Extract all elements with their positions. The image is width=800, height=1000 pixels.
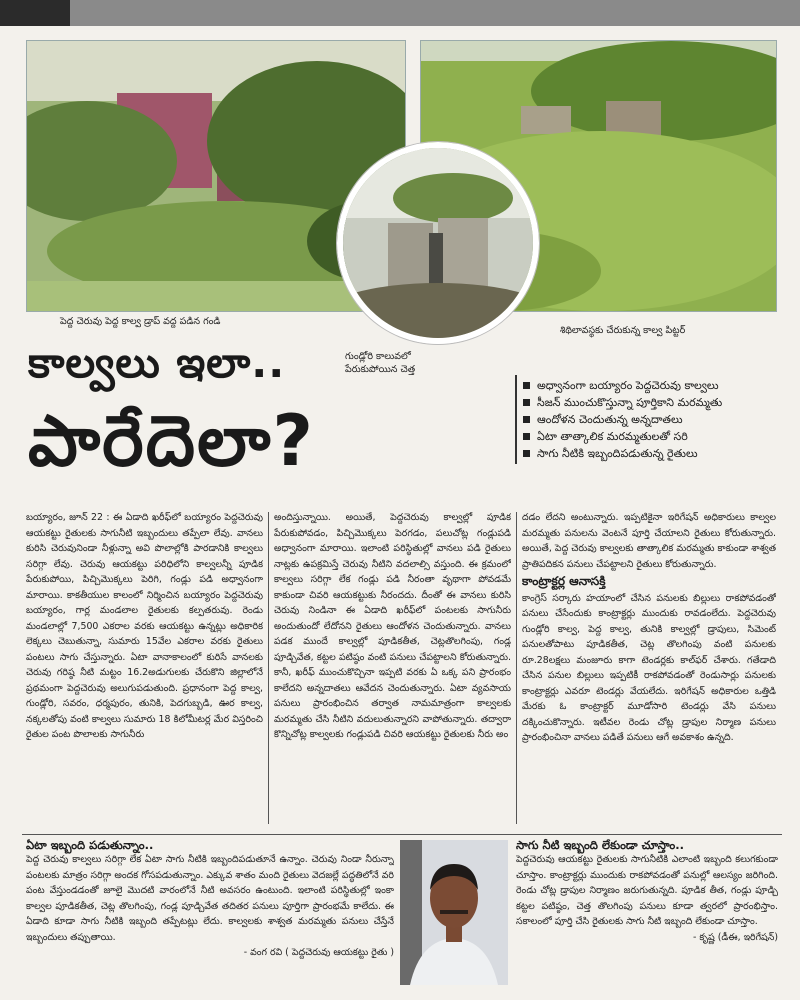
top-tab: [0, 0, 70, 26]
bullet-square-icon: [523, 433, 530, 440]
portrait-farmer: [400, 840, 508, 985]
photo-circle-canal-debris: [337, 142, 539, 344]
column-divider: [516, 512, 517, 824]
quote-right-text: పెద్దచెరువు ఆయకట్టు రైతులకు సాగునీటికి ఎలాంటి ఇబ్బంది కలుగకుండా చూస్తాం. కాంట్రాక్టర్లు ముందుకు రాకపోవడంతో పనుల్లో ఆలస్యం జరిగింది. రెండు చోట్ల డ్రాపుల నిర్మాణం జరుగుతున్నది. పూడిక తీత, గండ్లు పూడ్చి కట్టల పటిష్ఠం, చెత్త తొలగింపు పనులు కూడా త్వరలో ప్రారంభిస్తాం. సకాలంలో పూర్తి చేసి రైతులకు సాగు నీటి ఇబ్బంది లేకుండా చూస్తాం.: [516, 854, 778, 927]
quote-left-attribution: - వంగ రవి ( పెద్దచెరువు ఆయకట్టు రైతు ): [243, 947, 394, 958]
top-bar: [0, 0, 800, 26]
subhead-contractors: కాంట్రాక్టర్ల ఆనాసక్తి: [522, 574, 606, 588]
quote-right-box: [516, 838, 778, 988]
caption-left: పెద్ద చెరువు పెద్ద కాల్వ డ్రాప్ వద్ద పడిన గండి: [60, 316, 221, 327]
headline-line1: కాల్వలు ఇలా..: [28, 338, 286, 387]
article-text-col3b: కాంగ్రెస్ సర్కారు హయాంలో చేసిన పనులకు బిల్లులు రాకపోవడంతో పనులు చేసేందుకు కాంట్రాక్టర్లు ముందుకు రావడంలేదు. పెద్దచెరువు గుండ్లోరి కాల్వ, పెద్ద కాల్వ, తునికి కాల్వల్లో డ్రాపులు, సిమెంట్ పనులతోపాటు పూడికతీత, చెట్ల తొలగింపు వంటి పనులకు రూ.28లక్షలు మంజూరు కాగా టెండర్లకు కాల్‌ఫర్ చేశారు. గతేడాది చేసిన పనుల బిల్లులు ఇప్పటికీ రాకపోవడంతో రెండుసార్లు పనులకు కాంట్రాక్టర్లు ఎవరూ టెండర్లు వేయలేదు. ఇరిగేషన్ అధికారుల ఒత్తిడి మేరకు ఓ కాంట్రాక్టర్ మూడోసారి టెండర్లు వేసి పనులు దక్కించుకొన్నారు. ఇటీవల రెండు చోట్ల డ్రాపుల నిర్మాణ పనులు ప్రారంభించినా వానలు పడితే పనులు ఆగే అవకాశం ఉన్నది.: [522, 592, 776, 743]
caption-circle: గుండ్లోరి కాలువలో పేరుకుపోయిన చెత్త: [345, 351, 416, 375]
article-column-3: [522, 510, 776, 826]
section-divider: [22, 834, 782, 835]
bullet-square-icon: [523, 450, 530, 457]
article-text-col1: బయ్యారం, జూన్ 22 : ఈ ఏడాది ఖరీఫ్‌లో బయ్యారం పెద్దచెరువు ఆయకట్టు రైతులకు సాగునీటి ఇబ్బందులు తప్పేలా లేవు. వానలు కురిసి చెరువునిండా నీళ్లున్నా అవి పొలాల్లోకి పారడానికి కాల్వలు సరిగ్గా లేవు. చెరువు ఆయకట్టు పరిధిలోని కాల్వలన్నీ పూడిక పేరుకుపోయి, పిచ్చిమొక్కలు పెరిగి, గండ్లు పడి అధ్వానంగా మారాయి. కాకతీయుల కాలంలో నిర్మించిన బయ్యారం పెద్దచెరువు బయ్యారం, గార్ల మండలాల రైతులకు కల్పతరువు. రెండు మండలాల్లో 7,500 ఎకరాల వరకు ఆయకట్టు ఉన్నట్లు అధికారిక లెక్కలు చెబుతున్నా, సుమారు 15వేల ఎకరాల వరకు రైతులు పంటలు సాగు చేస్తున్నారు. ఏటా వానాకాలంలో కురిసే వానలకు చెరువు గరిష్ఠ నీటి మట్టం 16.2అడుగులకు చేరుకొని జిల్లాలోనే ప్రథమంగా పెద్దచెరువు అలుగుపడుతుంది. ప్రధానంగా పెద్ద కాల్వ, గుండ్లోరి, సవరం, ధర్మపురం, తునికి, పెదగుబ్బడి, ఊర కాల్వ, నక్కలతోపు వంటి కాల్వలు సుమారు 18 కిలోమీటర్ల మేర విస్తరించి రైతుల పంట పొలాలకు సాగునీరు: [26, 512, 263, 740]
quote-right-attribution: - కృష్ణ (డీఈ, ఇరిగేషన్): [693, 931, 778, 943]
article-column-1: [26, 510, 263, 826]
highlight-item: అధ్వానంగా బయ్యారం పెద్దచెరువు కాల్వలు: [523, 379, 795, 392]
highlight-item: ఏటా తాత్కాలిక మరమ్మతులతో సరి: [523, 430, 795, 443]
highlight-item: సీజన్ ముంచుకొస్తున్నా పూర్తికాని మరమ్మతు: [523, 396, 795, 409]
column-divider: [268, 512, 269, 824]
highlight-item: సాగు నీటికి ఇబ్బందిపడుతున్న రైతులు: [523, 447, 795, 460]
headline-line2: పారేదెలా?: [28, 400, 315, 482]
highlights-list: [515, 375, 795, 464]
quote-left-text: పెద్ద చెరువు కాల్వలు సరిగ్గా లేక ఏటా సాగు నీటికి ఇబ్బందిపడుతూనే ఉన్నాం. చెరువు నిండా నీరున్నా పంటలకు మాత్రం సరిగ్గా అందక గోసపడుతున్నాం. ఎక్కువ శాతం మంది రైతులు వెదజల్లే పద్ధతిలోనే వరి పంట వేస్తుండడంతో జూలై మొదటి వారంలోనే నీటి అవసరం ఉంటుంది. ఇలాంటి పరిస్థితుల్లో ఇంకా కాల్వల పూడికతీత, చెట్ల తొలగింపు, గండ్ల పూడ్చివేత తదితర పనులు పూర్తిగా ప్రారంభమే కాలేదు. ఈ ఏడాది కూడా సాగు నీటికి ఇబ్బంది తప్పేటట్లు లేదు. కాల్వలకు శాశ్వత మరమ్మతు పనులు చేస్తేనే ఇబ్బందులు తప్పుతాయి.: [26, 854, 394, 943]
quote-left-heading: ఏటా ఇబ్బంది పడుతున్నాం..: [26, 838, 154, 852]
article-text-col3a: దడం లేదని అంటున్నారు. ఇప్పటికైనా ఇరిగేషన్ అధికారులు కాల్వల మరమ్మతు పనులను వెంటనే పూర్తి చేయాలని రైతులు కోరుతున్నారు. అయితే, పెద్ద చెరువు కాల్వలకు తాత్కాలిక మరమ్మతు కాకుండా శాశ్వత ప్రాతిపదికన పనులు చేపట్టాలని రైతులు కోరుతున్నారు.: [522, 512, 776, 570]
caption-right: శిథిలావస్థకు చేరుకున్న కాల్వ పిట్టర్: [560, 325, 686, 336]
quote-right-heading: సాగు నీటి ఇబ్బంది లేకుండా చూస్తాం..: [516, 838, 684, 852]
bullet-square-icon: [523, 382, 530, 389]
article-text-col2: అందిస్తున్నాయి. అయితే, పెద్దచెరువు కాల్వల్లో పూడిక పేరుకుపోవడం, పిచ్చిమొక్కలు పెరగడం, పలుచోట్ల గండ్లుపడి అధ్వానంగా మారాయి. ఇలాంటి పరిస్థితుల్లో వానలు పడి రైతులు నాట్లకు ఉపక్రమిస్తే చెరువు నీటిని వదలాల్సి వస్తుంది. ఈ క్రమంలో కాల్వలు సరిగ్గా లేక గండ్లు పడి నీరంతా వృథాగా పోవడమే కాకుండా చివరి ఆయకట్టుకు నీరందదు. దీంతో ఈ వానలు కురిసి చెరువు నిండినా ఈ ఏడాది ఖరీఫ్‌లో పంటలకు సాగునీరు అందుతుందో లేదోనని రైతులు ఆందోళన చెందుతున్నారు. వానలు పడక ముందే కాల్వల్లో పూడికతీత, చెట్లతొలగింపు, గండ్ల పూడ్చివేత, కట్టల పటిష్ఠం వంటి పనులు చేపట్టాలని కోరుతున్నారు. కానీ, ఖరీఫ్ ముంచుకొచ్చినా ఇప్పటి వరకు ఏ ఒక్క పని ప్రారంభం కాలేదని అన్నదాతలు ఆవేదన చెందుతున్నారు. ఏటా వ్యవసాయ పనులు ప్రారంభించిన తర్వాత నామమాత్రంగా కాల్వలకు మరమ్మతు చేసి నీటిని వదులుతున్నారని వాపోతున్నారు. తద్వారా కొన్నిచోట్ల కాల్వలకు గండ్లుపడి చివరి ఆయకట్టు రైతులకు నీరు అం: [274, 512, 511, 740]
bullet-square-icon: [523, 399, 530, 406]
quote-left-box: [26, 838, 394, 988]
highlight-item: ఆందోళన చెందుతున్న అన్నదాతలు: [523, 413, 795, 426]
article-column-2: [274, 510, 511, 826]
bullet-square-icon: [523, 416, 530, 423]
